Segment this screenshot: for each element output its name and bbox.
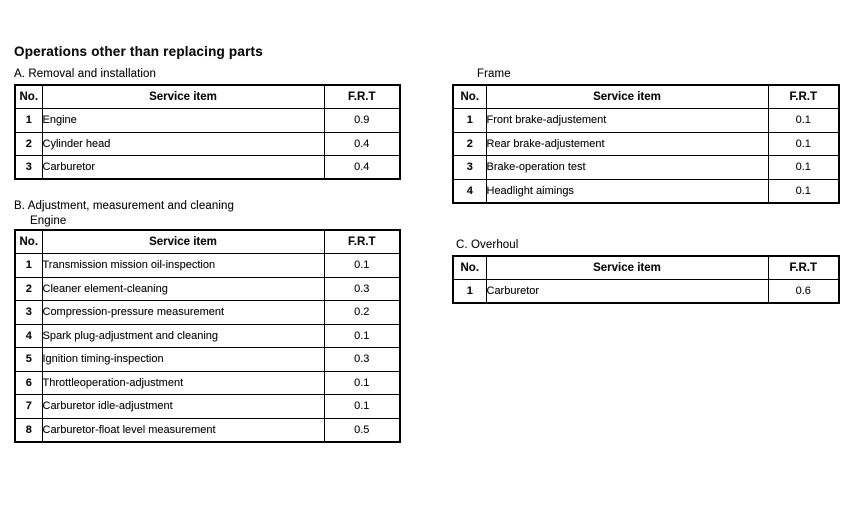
row-number: 3 xyxy=(453,156,486,180)
table-row xyxy=(15,371,400,395)
section-c-label: C. Overhoul xyxy=(456,239,519,251)
table-header-row xyxy=(15,230,400,254)
table-row xyxy=(15,395,400,419)
row-number: 1 xyxy=(453,280,486,304)
table-row xyxy=(453,280,839,304)
section-b-sublabel-engine: Engine xyxy=(30,215,67,227)
table-row xyxy=(453,179,839,203)
col-header-frt: F.R.T xyxy=(324,230,400,254)
service-item: Rear brake-adjustement xyxy=(486,132,768,156)
frt-value: 0.3 xyxy=(324,277,400,301)
col-header-no: No. xyxy=(15,85,42,109)
row-number: 2 xyxy=(15,277,42,301)
service-item: Carburetor xyxy=(42,156,324,180)
frt-value: 0.5 xyxy=(324,418,400,442)
col-header-item: Service item xyxy=(486,256,768,280)
service-item: Cleaner element-cleaning xyxy=(42,277,324,301)
table-row xyxy=(15,156,400,180)
frt-value: 0.1 xyxy=(768,109,839,133)
row-number: 1 xyxy=(15,109,42,133)
table-header-row xyxy=(453,85,839,109)
frt-value: 0.2 xyxy=(324,301,400,325)
service-item: Front brake-adjustement xyxy=(486,109,768,133)
row-number: 8 xyxy=(15,418,42,442)
row-number: 3 xyxy=(15,156,42,180)
frt-value: 0.1 xyxy=(768,156,839,180)
table-header-row xyxy=(453,256,839,280)
table-row xyxy=(15,277,400,301)
row-number: 4 xyxy=(453,179,486,203)
service-item: Brake-operation test xyxy=(486,156,768,180)
frt-value: 0.1 xyxy=(324,395,400,419)
table-row xyxy=(453,156,839,180)
service-item: Compression-pressure measurement xyxy=(42,301,324,325)
section-a-label: A. Removal and installation xyxy=(14,68,157,80)
service-item: Ignition timing-inspection xyxy=(42,348,324,372)
table-row xyxy=(15,254,400,278)
table-row xyxy=(15,301,400,325)
col-header-no: No. xyxy=(15,230,42,254)
service-item: Engine xyxy=(42,109,324,133)
service-item: Carburetor xyxy=(486,280,768,304)
frt-value: 0.1 xyxy=(768,179,839,203)
row-number: 1 xyxy=(15,254,42,278)
frt-value: 0.4 xyxy=(324,132,400,156)
frt-value: 0.1 xyxy=(324,254,400,278)
table-row xyxy=(15,109,400,133)
frt-value: 0.1 xyxy=(768,132,839,156)
service-item: Cylinder head xyxy=(42,132,324,156)
service-item: Carburetor-float level measurement xyxy=(42,418,324,442)
table-frame xyxy=(452,84,840,204)
service-item: Spark plug-adjustment and cleaning xyxy=(42,324,324,348)
service-item: Headlight aimings xyxy=(486,179,768,203)
col-header-item: Service item xyxy=(42,230,324,254)
row-number: 1 xyxy=(453,109,486,133)
row-number: 2 xyxy=(15,132,42,156)
frt-value: 0.6 xyxy=(768,280,839,304)
row-number: 2 xyxy=(453,132,486,156)
frt-value: 0.1 xyxy=(324,324,400,348)
col-header-frt: F.R.T xyxy=(768,256,839,280)
table-header-row xyxy=(15,85,400,109)
row-number: 4 xyxy=(15,324,42,348)
col-header-item: Service item xyxy=(42,85,324,109)
row-number: 3 xyxy=(15,301,42,325)
table-row xyxy=(453,109,839,133)
frt-value: 0.9 xyxy=(324,109,400,133)
service-item: Transmission mission oil-inspection xyxy=(42,254,324,278)
page-title: Operations other than replacing parts xyxy=(14,44,263,59)
table-overhaul xyxy=(452,255,840,304)
row-number: 7 xyxy=(15,395,42,419)
table-row xyxy=(15,418,400,442)
col-header-frt: F.R.T xyxy=(768,85,839,109)
table-row xyxy=(15,348,400,372)
row-number: 5 xyxy=(15,348,42,372)
table-row xyxy=(15,132,400,156)
col-header-no: No. xyxy=(453,85,486,109)
col-header-frt: F.R.T xyxy=(324,85,400,109)
table-removal-installation xyxy=(14,84,401,180)
section-b-label: B. Adjustment, measurement and cleaning xyxy=(14,200,234,212)
frt-value: 0.3 xyxy=(324,348,400,372)
frt-value: 0.1 xyxy=(324,371,400,395)
frt-value: 0.4 xyxy=(324,156,400,180)
table-row xyxy=(453,132,839,156)
table-adjustment-engine xyxy=(14,229,401,443)
service-item: Carburetor idle-adjustment xyxy=(42,395,324,419)
col-header-no: No. xyxy=(453,256,486,280)
section-frame-sublabel: Frame xyxy=(477,68,511,80)
table-row xyxy=(15,324,400,348)
service-item: Throttleoperation-adjustment xyxy=(42,371,324,395)
col-header-item: Service item xyxy=(486,85,768,109)
row-number: 6 xyxy=(15,371,42,395)
